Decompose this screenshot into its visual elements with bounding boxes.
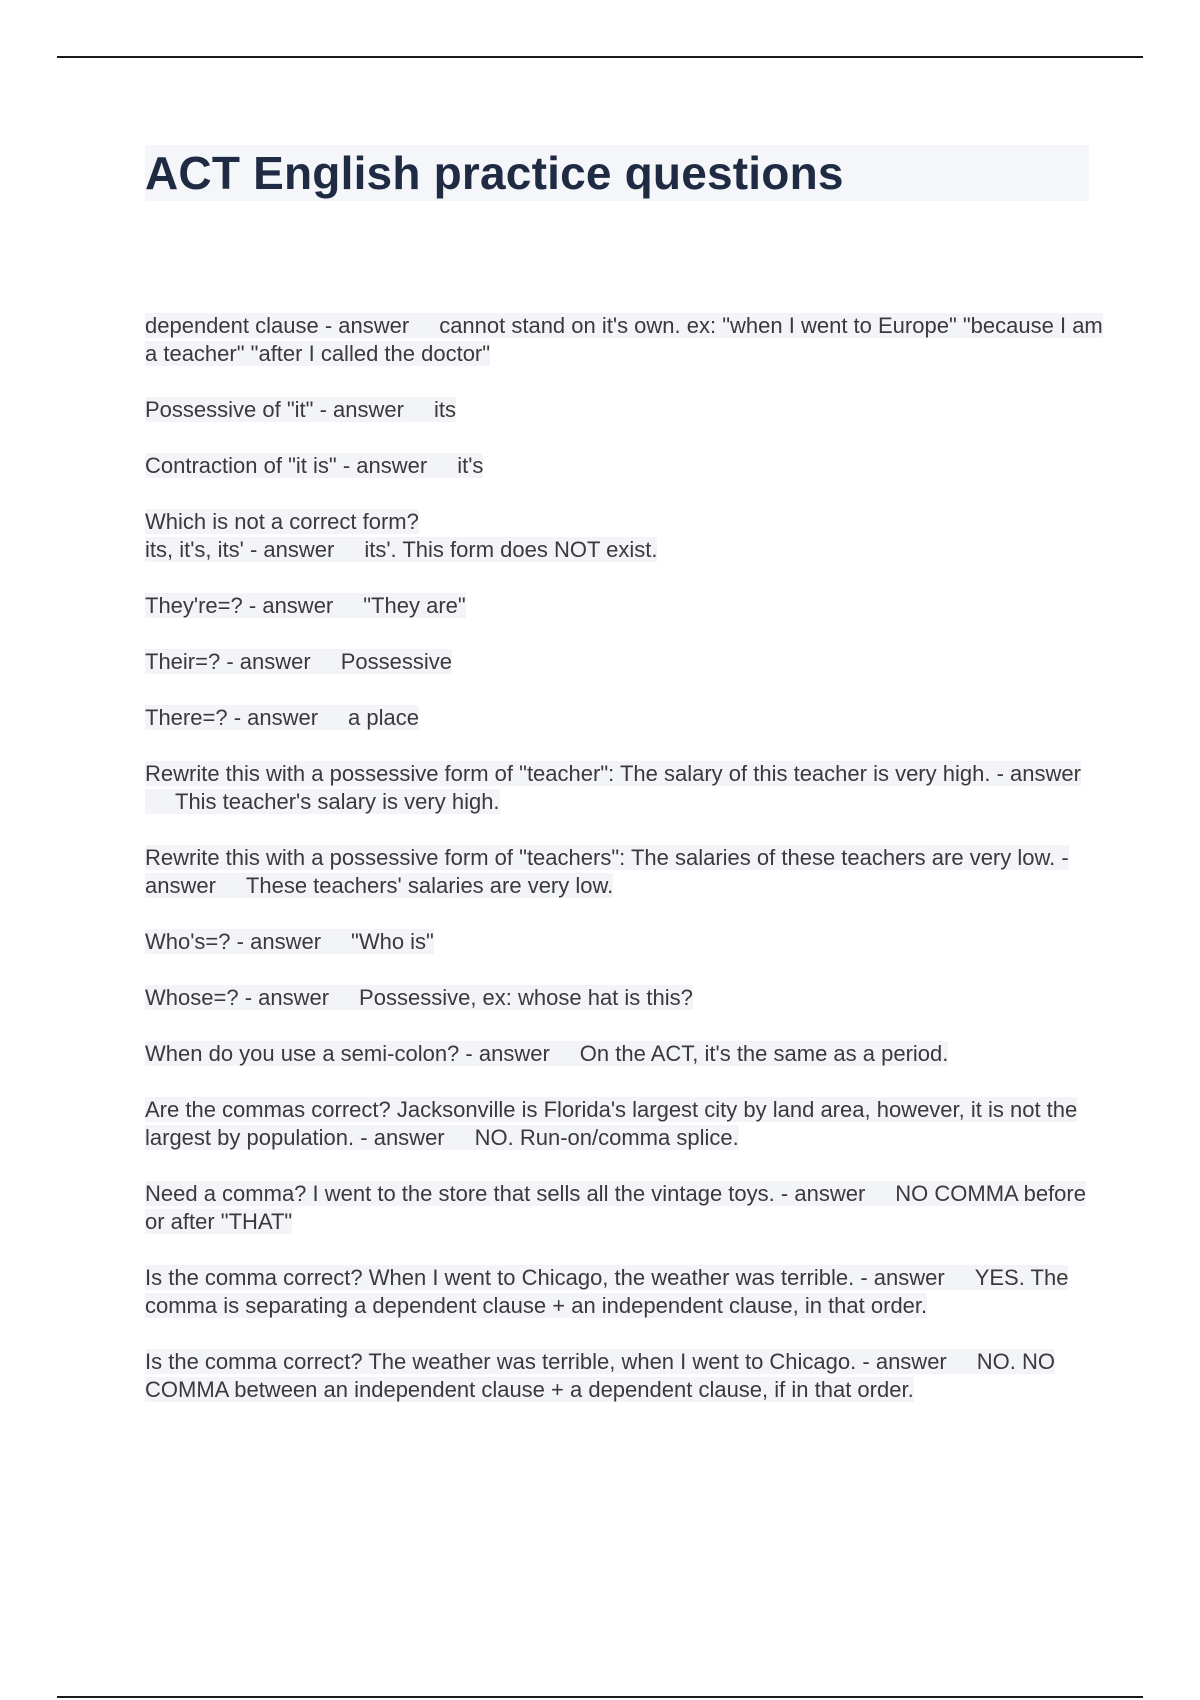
answer-text: NO COMMA before or after "THAT" (145, 1181, 1086, 1234)
answer-marker: - answer (780, 1181, 866, 1206)
answer-marker: - answer (996, 761, 1081, 786)
answer-marker: - answer (145, 845, 1069, 898)
answer-marker: - answer (249, 537, 335, 562)
qa-item (145, 1348, 1105, 1404)
qa-item (145, 984, 1105, 1012)
question-text: There=? (145, 705, 228, 730)
answer-marker: - answer (342, 453, 428, 478)
qa-item (145, 844, 1105, 900)
bottom-divider (57, 1696, 1143, 1698)
answer-text: Possessive (340, 649, 452, 674)
question-text: Is the comma correct? When I went to Chicago, the weather was terrible. (145, 1265, 855, 1290)
answer-text: its'. This form does NOT exist. (364, 537, 658, 562)
question-text: They're=? (145, 593, 243, 618)
qa-item (145, 1040, 1105, 1068)
answer-text: cannot stand on it's own. ex: "when I went to Europe" "because I am a teacher" "after I called the doctor" (145, 313, 1103, 366)
answer-marker: - answer (862, 1349, 947, 1374)
question-text: Who's=? (145, 929, 231, 954)
question-text: dependent clause (145, 313, 319, 338)
answer-text: "They are" (363, 593, 466, 618)
answer-text: These teachers' salaries are very low. (245, 873, 614, 898)
qa-item (145, 760, 1105, 816)
question-text: Whose=? (145, 985, 239, 1010)
answer-marker: - answer (244, 985, 330, 1010)
answer-text: YES. The comma is separating a dependent clause + an independent clause, in that order. (145, 1265, 1069, 1318)
answer-marker: - answer (860, 1265, 945, 1290)
qa-item (145, 648, 1105, 676)
question-text: Which is not a correct form? its, it's, its' (145, 509, 419, 562)
qa-list (145, 312, 1105, 1432)
answer-marker: - answer (319, 397, 404, 422)
qa-item (145, 704, 1105, 732)
qa-item (145, 592, 1105, 620)
answer-text: Possessive, ex: whose hat is this? (359, 985, 693, 1010)
question-text: Is the comma correct? The weather was terrible, when I went to Chicago. (145, 1349, 857, 1374)
answer-marker: - answer (236, 929, 322, 954)
qa-item (145, 452, 1105, 480)
qa-item (145, 312, 1105, 368)
question-text: Rewrite this with a possessive form of "teachers": The salaries of these teachers are very low. (145, 845, 1056, 870)
question-text: When do you use a semi-colon? (145, 1041, 460, 1066)
answer-text: "Who is" (351, 929, 434, 954)
answer-marker: - answer (324, 313, 410, 338)
answer-marker: - answer (248, 593, 334, 618)
answer-text: On the ACT, it's the same as a period. (579, 1041, 949, 1066)
answer-marker: - answer (226, 649, 311, 674)
answer-text: it's (457, 453, 484, 478)
question-text: Rewrite this with a possessive form of "teacher": The salary of this teacher is very high. (145, 761, 991, 786)
qa-item (145, 396, 1105, 424)
qa-item (145, 1264, 1105, 1320)
page-title: ACT English practice questions (145, 145, 1089, 201)
question-text: Their=? (145, 649, 221, 674)
answer-text: its (433, 397, 456, 422)
answer-text: NO. NO COMMA between an independent clause + a dependent clause, if in that order. (145, 1349, 1055, 1402)
answer-text: a place (348, 705, 419, 730)
top-divider (57, 56, 1143, 58)
qa-item (145, 928, 1105, 956)
qa-item (145, 1096, 1105, 1152)
question-text: Need a comma? I went to the store that sells all the vintage toys. (145, 1181, 775, 1206)
answer-marker: - answer (360, 1125, 445, 1150)
question-text: Possessive of "it" (145, 397, 314, 422)
answer-marker: - answer (233, 705, 319, 730)
question-text: Are the commas correct? Jacksonville is Florida's largest city by land area, however, it is not the largest by population. (145, 1097, 1078, 1150)
question-text: Contraction of "it is" (145, 453, 337, 478)
qa-item (145, 1180, 1105, 1236)
qa-item (145, 508, 1105, 564)
answer-marker: - answer (465, 1041, 550, 1066)
answer-text: This teacher's salary is very high. (175, 789, 500, 814)
answer-text: NO. Run-on/comma splice. (474, 1125, 739, 1150)
